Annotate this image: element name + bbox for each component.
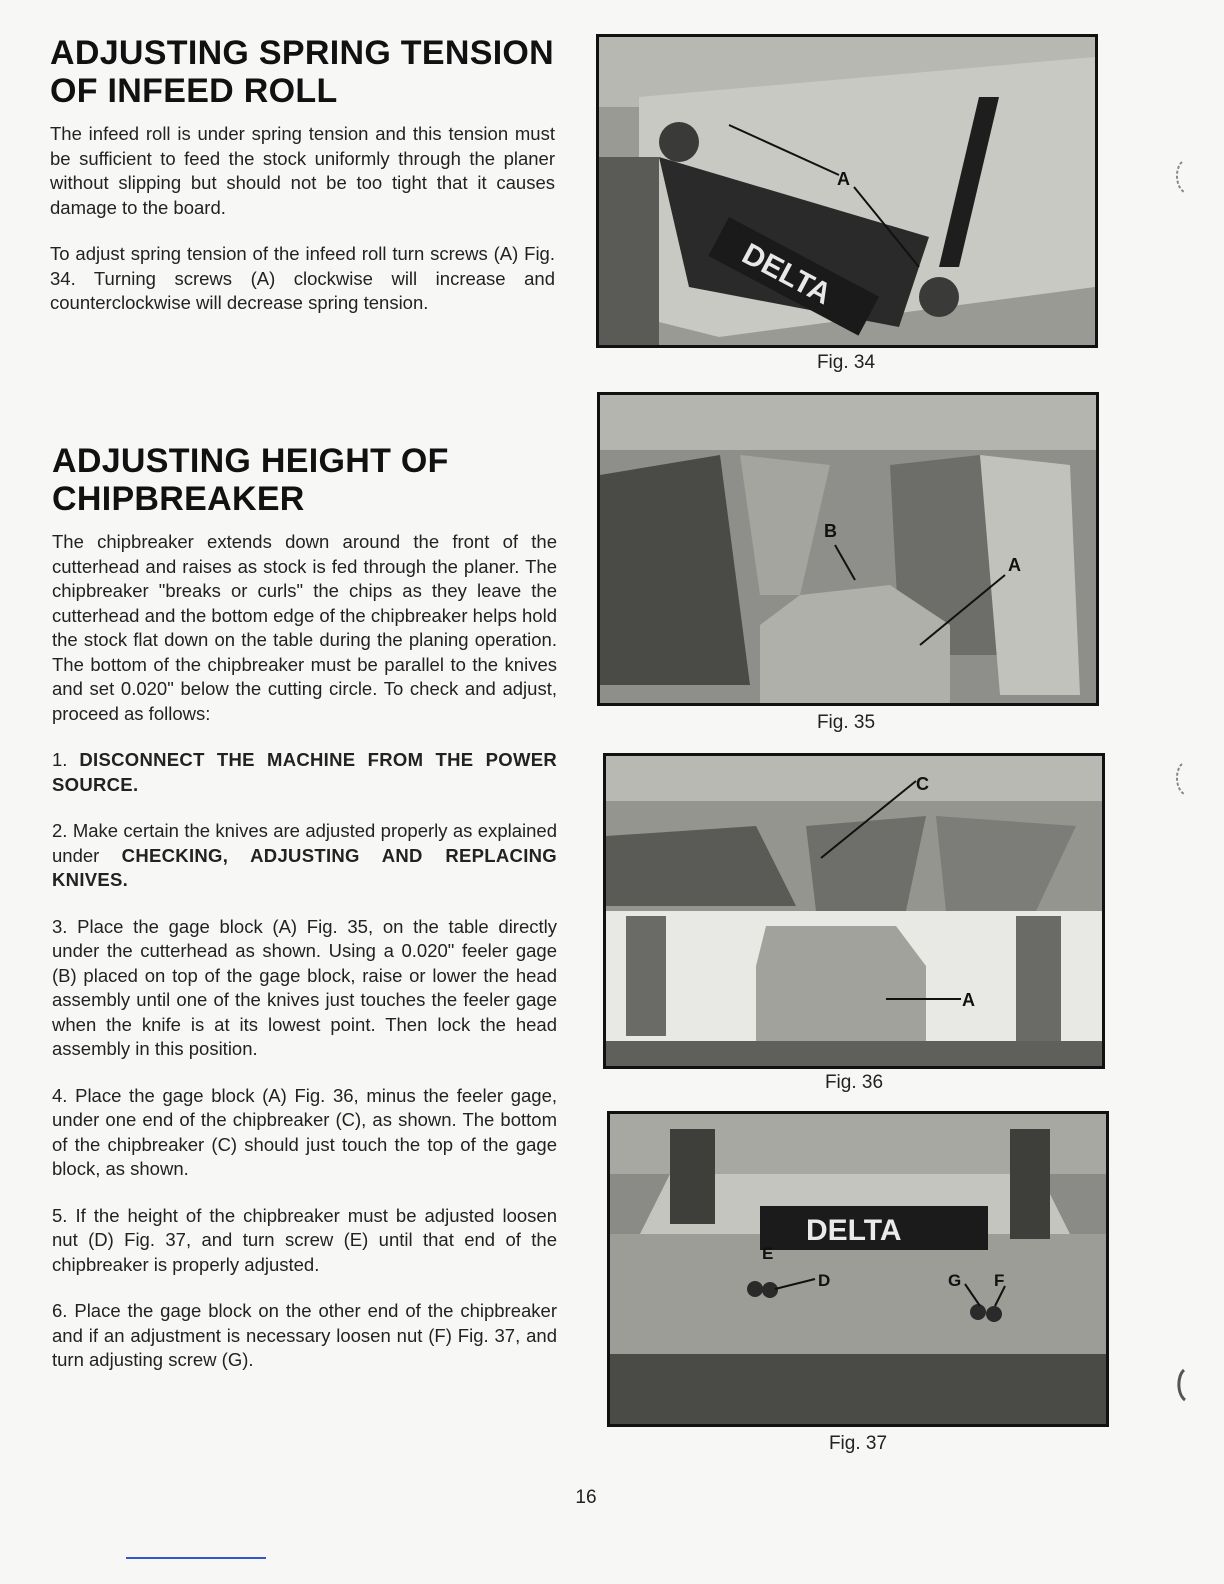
step-number: 6. [52, 1300, 68, 1321]
section-title-chipbreaker-height: ADJUSTING HEIGHT OF CHIPBREAKER [52, 442, 449, 518]
adjusting-screws-photo [610, 1114, 1106, 1424]
paragraph: The infeed roll is under spring tension and this tension must be sufficient to feed the stock uniformly through the planer without slipping but should not be too tight that it causes damage to the board. [50, 123, 555, 218]
step-text: Make certain the knives are adjusted properly as explained under [52, 820, 557, 866]
fig37-label-g: G [948, 1271, 962, 1290]
section-body-spring-tension [50, 122, 555, 338]
step-number: 1. [52, 749, 68, 770]
page-number: 16 [575, 1487, 597, 1508]
step-bold-text: CHECKING, ADJUSTING AND REPLACING KNIVES. [52, 844, 557, 890]
binder-hole-mark-icon [1172, 762, 1192, 796]
step-number: 3. [52, 915, 68, 937]
step-1 [52, 748, 557, 797]
binder-hole-mark-icon [1172, 160, 1192, 194]
footer-line [126, 1557, 266, 1559]
fig37-label-d: D [818, 1271, 831, 1290]
step-text: Place the gage block on the other end of the chipbreaker and if an adjustment is necessary loosen nut (F) Fig. 37, and turn adjusting screw (G). [52, 1300, 557, 1370]
step-number: 2. [52, 820, 68, 841]
fig35-label-b: B [824, 521, 837, 541]
planer-infeed-photo [599, 37, 1095, 345]
paragraph: To adjust spring tension of the infeed roll turn screws (A) Fig. 34. Turning screws (A) clockwise will increase and counterclockwise will decrease spring tension. [50, 243, 555, 313]
step-number: 5. [52, 1204, 68, 1226]
step-number: 4. [52, 1084, 68, 1106]
step-text: Place the gage block (A) Fig. 36, minus the feeler gage, under one end of the chipbreaker (C), as shown. The bottom of the chipbreaker (C) should just touch the top of the gage block, as shown. [52, 1084, 557, 1179]
step-text: DISCONNECT THE MACHINE FROM THE POWER SOURCE. [52, 749, 558, 795]
fig37-label-e: E [762, 1244, 774, 1263]
fig34-label-a: A [837, 169, 850, 189]
step-2 [52, 819, 557, 893]
chipbreaker-gage-photo [606, 756, 1102, 1066]
fig37-brand-logo: DELTA [806, 1214, 902, 1247]
section-title-spring-tension: ADJUSTING SPRING TENSION OF INFEED ROLL [50, 34, 555, 110]
binder-hole-mark-icon [1172, 1368, 1192, 1402]
figure-37-photo [607, 1111, 1109, 1427]
fig36-label-a: A [962, 990, 975, 1010]
figure-36-photo [603, 753, 1105, 1069]
fig34-brand-logo: DELTA [736, 237, 837, 312]
gage-block-photo [600, 395, 1096, 703]
figure-34-caption: Fig. 34 [816, 352, 876, 373]
section-body-chipbreaker-height [52, 530, 557, 1395]
step-6 [52, 1299, 557, 1373]
step-text: If the height of the chipbreaker must be adjusted loosen nut (D) Fig. 37, and turn screw (E) until that end of the chipbreaker is properly adjusted. [52, 1204, 557, 1275]
fig37-label-f: F [994, 1271, 1005, 1290]
figure-37-caption: Fig. 37 [828, 1433, 888, 1454]
figure-35-caption: Fig. 35 [816, 712, 876, 733]
figure-35-photo [597, 392, 1099, 706]
figure-34-photo [596, 34, 1098, 348]
step-5 [52, 1204, 557, 1278]
figure-36-caption: Fig. 36 [824, 1072, 884, 1093]
fig36-label-c: C [916, 774, 929, 794]
intro-paragraph: The chipbreaker extends down around the front of the cutterhead and raises as stock is fed through the planer. The chipbreaker "breaks or curls" the chips as they leave the cutterhead and the bottom edge of the chipbreaker helps hold the stock flat down on the table during the planing operation. The bottom of the chipbreaker must be parallel to the knives and set 0.020" below the cutting circle. To check and adjust, proceed as follows: [52, 531, 557, 724]
fig35-label-a: A [1008, 555, 1021, 575]
step-3 [52, 915, 557, 1062]
step-text: Place the gage block (A) Fig. 35, on the table directly under the cutterhead as shown. Using a 0.020" feeler gage (B) placed on top of the gage block, raise or lower the head assembly until one of the knives just touches the feeler gage when the knife is at its lowest point. Then lock the head assembly in this position. [52, 915, 558, 1059]
step-4 [52, 1084, 557, 1182]
